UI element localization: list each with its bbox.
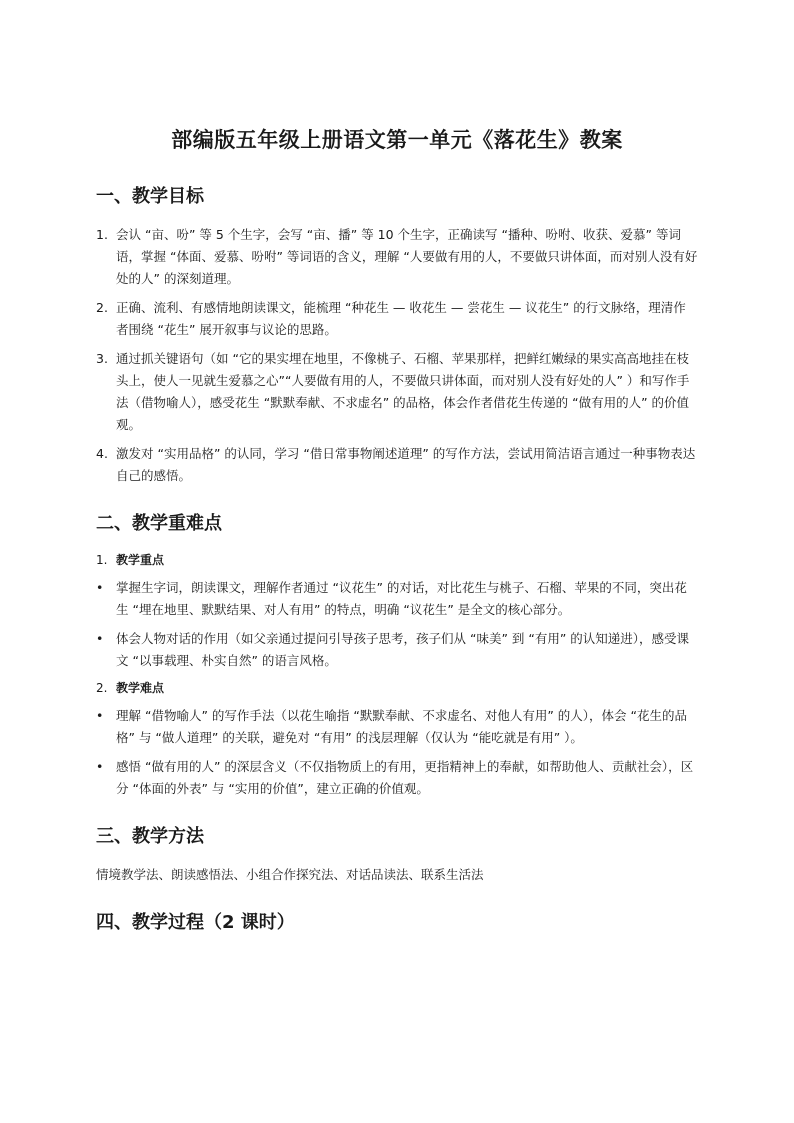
section-methods <box>96 822 698 886</box>
difficulty-list <box>96 705 698 800</box>
bullet-icon: • <box>96 759 104 774</box>
list-item <box>96 577 698 621</box>
objective-text: 正确、流利、有感情地朗读课文，能梳理 “种花生 — 收花生 — 尝花生 — 议花生” 的行文脉络，理清作者围绕 “花生” 展开叙事与议论的思路。 <box>116 300 686 337</box>
focus-list <box>96 577 698 672</box>
objective-text: 会认 “亩、吩” 等 5 个生字，会写 “亩、播” 等 10 个生字，正确读写 “播种、吩咐、收获、爱慕” 等词语，掌握 “体面、爱慕、吩咐” 等词语的含义，理解 “人要做有用的人，不要做只讲体面，而对别人没有好处的人” 的深刻道理。 <box>116 227 698 286</box>
objective-number: 3. <box>96 351 108 366</box>
list-item <box>96 756 698 800</box>
section-heading-methods: 三、教学方法 <box>96 826 204 847</box>
subheading-difficulty <box>96 679 698 696</box>
section-heading-objectives: 一、教学目标 <box>96 186 204 207</box>
subheading-label: 教学重点 <box>116 553 165 567</box>
objective-text: 激发对 “实用品格” 的认同，学习 “借日常事物阐述道理” 的写作方法，尝试用简洁语言通过一种事物表达自己的感悟。 <box>116 446 696 483</box>
objective-number: 1. <box>96 227 108 242</box>
objective-text: 通过抓关键语句（如 “它的果实埋在地里，不像桃子、石榴、苹果那样，把鲜红嫩绿的果实高高地挂在枝头上，使人一见就生爱慕之心”“人要做有用的人，不要做只讲体面，而对别人没有好处的人” ）和写作手法（借物喻人），感受花生 “默默奉献、不求虚名” 的品格，体会作者借花生传递的 “做有用的人” 的价值观。 <box>116 351 690 432</box>
subheading-number: 2. <box>96 681 108 695</box>
objective-item <box>96 297 698 341</box>
list-item-text: 掌握生字词，朗读课文，理解作者通过 “议花生” 的对话，对比花生与桃子、石榴、苹果的不同，突出花生 “埋在地里、默默结果、对人有用” 的特点，明确 “议花生” 是全文的核心部分。 <box>116 580 687 617</box>
bullet-icon: • <box>96 631 104 646</box>
objectives-list <box>96 224 698 487</box>
section-process <box>96 908 698 934</box>
section-heading-process: 四、教学过程（2 课时） <box>96 912 295 933</box>
list-item-text: 感悟 “做有用的人” 的深层含义（不仅指物质上的有用，更指精神上的奉献，如帮助他人、贡献社会），区分 “体面的外表” 与 “实用的价值”，建立正确的价值观。 <box>116 759 694 796</box>
document-title: 部编版五年级上册语文第一单元《落花生》教案 <box>171 128 623 152</box>
subheading-number: 1. <box>96 553 108 567</box>
objective-item <box>96 224 698 290</box>
bullet-icon: • <box>96 580 104 595</box>
objective-item <box>96 443 698 487</box>
section-key-points <box>96 509 698 800</box>
objective-number: 4. <box>96 446 108 461</box>
list-item-text: 体会人物对话的作用（如父亲通过提问引导孩子思考，孩子们从 “味美” 到 “有用” 的认知递进），感受课文 “以事载理、朴实自然” 的语言风格。 <box>116 631 690 668</box>
bullet-icon: • <box>96 708 104 723</box>
list-item-text: 理解 “借物喻人” 的写作手法（以花生喻指 “默默奉献、不求虚名、对他人有用” 的人），体会 “花生的品格” 与 “做人道理” 的关联，避免对 “有用” 的浅层理解（仅认为 “能吃就是有用” ）。 <box>116 708 687 745</box>
methods-text: 情境教学法、朗读感悟法、小组合作探究法、对话品读法、联系生活法 <box>96 867 484 882</box>
section-heading-key-points: 二、教学重难点 <box>96 513 222 534</box>
objective-item <box>96 348 698 436</box>
section-objectives <box>96 182 698 487</box>
objective-number: 2. <box>96 300 108 315</box>
subheading-focus <box>96 551 698 568</box>
list-item <box>96 705 698 749</box>
subheading-label: 教学难点 <box>116 681 165 695</box>
list-item <box>96 628 698 672</box>
